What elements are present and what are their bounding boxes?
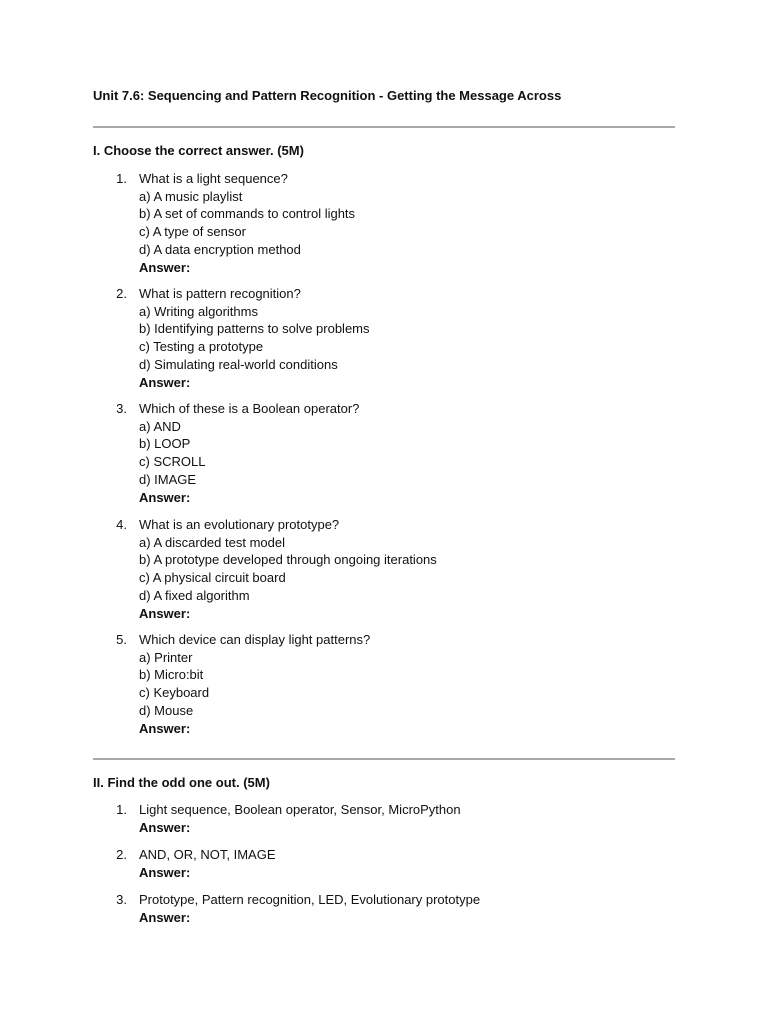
divider — [93, 758, 675, 760]
question-text: What is an evolutionary prototype? — [139, 517, 340, 532]
answer-option: c) A physical circuit board — [139, 570, 286, 586]
question-number: 4. — [116, 517, 127, 532]
answer-option: c) SCROLL — [139, 454, 206, 470]
answer-option: a) A music playlist — [139, 188, 243, 204]
question-text: AND, OR, NOT, IMAGE — [139, 847, 276, 862]
answer-option: d) IMAGE — [139, 471, 197, 487]
answer-label: Answer: — [139, 864, 191, 880]
answer-option: a) Writing algorithms — [139, 303, 258, 319]
question-text: Prototype, Pattern recognition, LED, Evolutionary prototype — [139, 892, 481, 907]
answer-label: Answer: — [139, 605, 191, 621]
divider — [93, 126, 675, 128]
answer-option: d) A fixed algorithm — [139, 587, 250, 603]
answer-label: Answer: — [139, 259, 191, 275]
answer-option: a) AND — [139, 418, 181, 434]
answer-option: b) Micro:bit — [139, 667, 204, 683]
question-number: 3. — [116, 892, 127, 907]
answer-option: a) Printer — [139, 649, 193, 665]
answer-option: a) A discarded test model — [139, 534, 285, 550]
answer-option: c) A type of sensor — [139, 224, 246, 240]
question-text: What is pattern recognition? — [139, 286, 301, 301]
question-number: 1. — [116, 802, 127, 817]
answer-option: d) Simulating real-world conditions — [139, 356, 338, 372]
question-number: 5. — [116, 632, 127, 647]
answer-label: Answer: — [139, 489, 191, 505]
question-text: Which device can display light patterns? — [139, 632, 371, 647]
answer-option: b) LOOP — [139, 436, 191, 452]
question-number: 1. — [116, 171, 127, 186]
question-text: Light sequence, Boolean operator, Sensor, MicroPython — [139, 802, 461, 817]
answer-label: Answer: — [139, 374, 191, 390]
question-number: 2. — [116, 847, 127, 862]
answer-label: Answer: — [139, 819, 191, 835]
answer-label: Answer: — [139, 720, 191, 736]
section-heading: I. Choose the correct answer. (5M) — [93, 143, 304, 158]
section-heading: II. Find the odd one out. (5M) — [93, 775, 270, 790]
answer-option: b) Identifying patterns to solve problems — [139, 321, 370, 337]
question-number: 2. — [116, 286, 127, 301]
answer-label: Answer: — [139, 909, 191, 925]
question-number: 3. — [116, 401, 127, 416]
answer-option: c) Testing a prototype — [139, 339, 264, 355]
answer-option: d) A data encryption method — [139, 241, 301, 257]
answer-option: b) A set of commands to control lights — [139, 206, 356, 222]
answer-option: d) Mouse — [139, 702, 194, 718]
document-title: Unit 7.6: Sequencing and Pattern Recognition - Getting the Message Across — [93, 88, 562, 103]
question-text: Which of these is a Boolean operator? — [139, 401, 360, 416]
answer-option: b) A prototype developed through ongoing iterations — [139, 552, 437, 568]
question-text: What is a light sequence? — [139, 171, 288, 186]
answer-option: c) Keyboard — [139, 685, 210, 701]
